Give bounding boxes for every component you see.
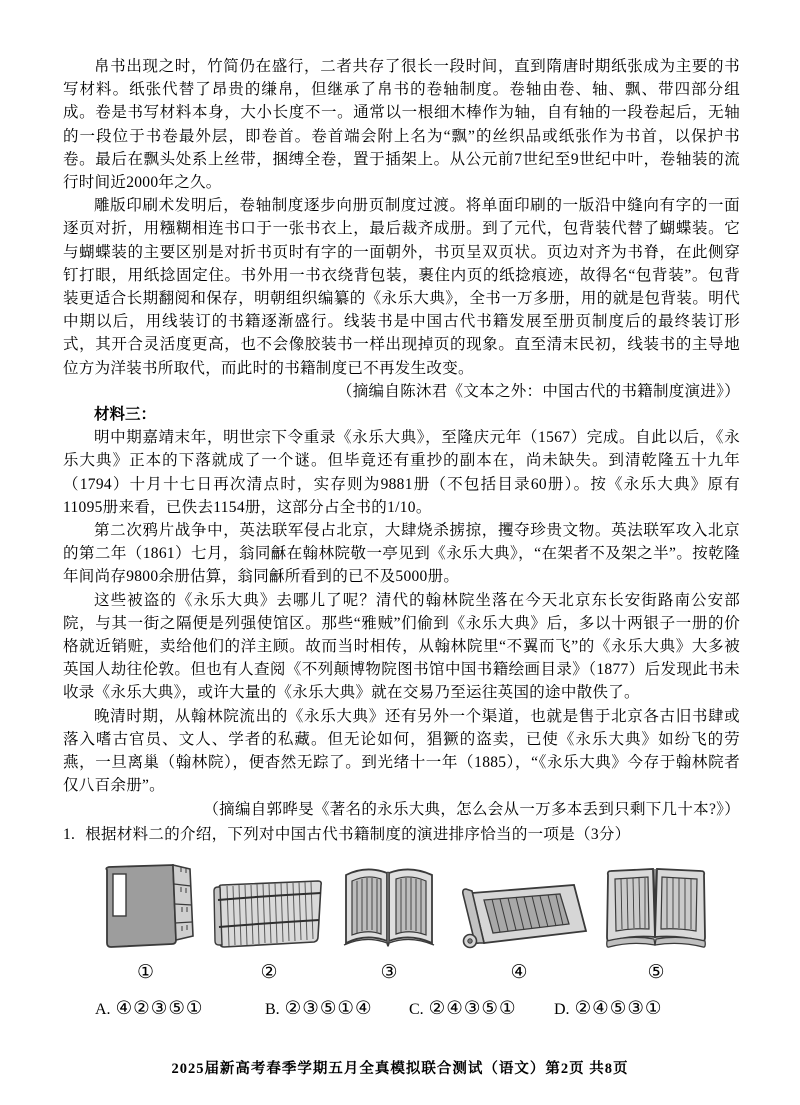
option-c-value: ②④③⑤① [428,998,517,1019]
material-three-paragraph-1: 明中期嘉靖末年，明世宗下令重录《永乐大典》，至隆庆元年（1567）完成。自此以后，《永乐大典》正本的下落就成了一个谜。但毕竟还有重抄的副本在，尚未缺失。到清乾隆五十九年（1794）十月十七日再次清点时，实存则为9881册（不包括目录60册）。按《永乐大典》原有11095册来看，已佚去1154册，这部分占全书的1/10。 [63,429,740,516]
material-three-paragraph-4: 晚清时期，从翰林院流出的《永乐大典》还有另外一个渠道，也就是售于北京各古旧书肆或落入嗜古官员、文人、学者的私藏。但无论如何，猖獗的盗卖，已使《永乐大典》如纷飞的劳燕，一旦离巢（翰林院），便杳然无踪了。到光绪十一年（1885），“《永乐大典》今存于翰林院者仅八百余册”。 [63,707,740,795]
answer-options-row [95,998,740,1020]
option-a [95,998,265,1020]
figure-4-label-wrap [450,953,588,984]
option-d-value: ②④⑤③① [574,998,663,1019]
figure-5 [600,865,712,953]
wrapped-back-bound-book-icon [93,860,198,953]
material-three-paragraph-3: 这些被盗的《永乐大典》去哪儿了呢？清代的翰林院坐落在今天北京东长安街路南公安部院，与其一街之隔便是列强使馆区。那些“雅贼”们偷到《永乐大典》后，多以十两银子一册的价格就近销赃，卖给他们的洋主顾。故而当时相传，从翰林院里“不翼而飞”的《永乐大典》大多被英国人劫往伦敦。但也有人查阅《不列颠博物院图书馆中国书籍绘画目录》（1877）后发现此书未收录《永乐大典》，或许大量的《永乐大典》就在交易乃至运往英国的途中散佚了。 [63,591,740,702]
option-a-label: A. [95,1000,111,1018]
figure-2 [210,875,328,953]
figure-1 [93,860,198,953]
figure-3 [340,863,438,953]
figure-4 [450,881,588,953]
material-two-attribution: （摘编自陈沐君《文本之外：中国古代的书籍制度演进》） [336,382,740,400]
figure-5-label: ⑤ [647,961,665,983]
option-a-value: ④②③⑤① [115,998,204,1019]
option-b-value: ②③⑤①④ [284,998,373,1019]
material-two-paragraph-2: 雕版印刷术发明后，卷轴制度逐步向册页制度过渡。将单面印刷的一版沿中缝向有字的一面逐页对折，用糨糊相连书口于一张书衣上，最后裁齐成册。到了元代，包背装代替了蝴蝶装。它与蝴蝶装的主要区别是对折书页时有字的一面朝外，书页呈双页状。页边对齐为书脊，在此侧穿钉打眼，用纸捻固定住。书外用一书衣绕背包装，裹住内页的纸捻痕迹，故得名“包背装”。包背装更适合长期翻阅和保存，明朝组织编纂的《永乐大典》，全书一万多册，用的就是包背装。明代中期以后，用线装订的书籍逐渐盛行。线装书是中国古代书籍发展至册页制度后的最终装订形式，其开合灵活度更高，也不会像胶装书一样出现掉页的现象。直至清末民初，线装书的主导地位方为洋装书所取代，而此时的书籍制度已不再发生改变。 [63,197,740,377]
option-b [265,998,409,1020]
figure-labels-row [93,953,712,984]
material-three-attribution: （摘编自郭晔旻《著名的永乐大典，怎么会从一万多本丢到只剩下几十本?》） [203,800,740,818]
hand-scroll-icon [450,881,588,953]
figure-3-label-wrap [340,953,438,984]
figure-3-label: ③ [380,961,398,983]
material-three-paragraph-2: 第二次鸦片战争中，英法联军侵占北京，大肆烧杀掳掠，攫夺珍贵文物。英法联军攻入北京的第二年（1861）七月，翁同龢在翰林院敬一亭见到《永乐大典》，“在架者不及架之半”。按乾隆年间尚存9800余册估算，翁同龢所看到的已不及5000册。 [63,522,740,586]
option-c [409,998,554,1020]
open-book-upright-icon [340,863,438,953]
option-d-label: D. [554,1000,570,1018]
figure-1-label-wrap [93,953,198,984]
open-book-flat-icon [600,865,712,953]
material-three-heading: 材料三： [94,406,157,424]
option-c-label: C. [409,1000,424,1018]
figure-5-label-wrap [600,953,712,984]
option-b-label: B. [265,1000,280,1018]
page-footer: 2025届新高考春季学期五月全真模拟联合测试（语文）第2页 共8页 [171,1061,629,1077]
question-1-text: 根据材料二的介绍，下列对中国古代书籍制度的演进排序恰当的一项是（3分） [85,825,631,843]
figure-1-label: ① [136,961,155,983]
question-1 [63,823,740,846]
binding-figures-row [93,860,712,953]
material-two-paragraph-1: 帛书出现之时，竹简仍在盛行，二者共存了很长一段时间，直到隋唐时期纸张成为主要的书写材料。纸张代替了昂贵的缣帛，但继承了帛书的卷轴制度。卷轴由卷、轴、飘、带四部分组成。卷是书写材料本身，大小长度不一。通常以一根细木棒作为轴，自有轴的一段卷起后，无轴的一段位于书卷最外层，即卷首。卷首端会附上名为“飘”的丝织品或纸张作为书首，以保护书卷。最后在飘头处系上丝带，捆缚全卷，置于插架上。从公元前7世纪至9世纪中叶，卷轴装的流行时间近2000年之久。 [63,58,740,192]
figure-2-label-wrap [210,953,328,984]
figure-2-label: ② [260,961,278,983]
option-d [554,998,663,1020]
question-1-number: 1. [63,825,76,843]
figure-4-label: ④ [510,961,528,983]
bamboo-slips-icon [210,875,328,953]
